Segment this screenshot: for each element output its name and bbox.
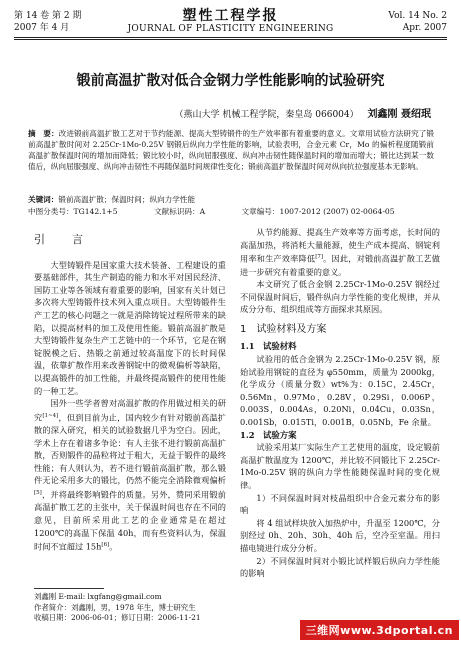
footnote-rule <box>34 588 104 589</box>
footnote-bio: 作者简介：刘鑫刚，男，1978 年生，博士研究生 <box>34 602 196 612</box>
intro-p2-a: 国外一些学者曾对高温扩散的作用做过相关的研究 <box>34 398 226 423</box>
author-line <box>175 105 431 120</box>
section-1-2-item-1-text: 将 4 组试样块放入加热炉中，升温至 1200℃，分别经过 0h、20h、30h、40h 后，空冷至室温。用扫描电镜进行成分分析。 <box>240 517 440 553</box>
abstract-label: 摘 要： <box>28 129 59 138</box>
article-id: 文章编号：1007-2012 (2007) 02-0064-05 <box>241 207 395 216</box>
footnote-author: 刘鑫刚 E-mail: lxgfang@gmail.com <box>34 592 162 601</box>
abstract-text: 改进锻前高温扩散工艺对于节约能源、提高大型铸锻件的生产效率都有着重要的意义。文章用试验方法研究了锻前高温扩散时间对 2.25Cr-1Mo-0.25V 钢锻后纵向力学性能的影响，试验表明，合金元素 Cr，Mo 的偏析程度随锻前高温扩散保温时间的增加而降低；锻比较小时，纵向屈服强度、纵向冲击韧性随保温时间的增加而增大；锻比达到某一数值后，纵向屈服强度、纵向冲击韧性不再随保温时间规律性变化；锻前高温扩散保温时间对纵向抗拉强度基本无影响。 <box>28 129 435 171</box>
section-1-2-item-2: 2）不同保温时间对小锻比试样锻后纵向力学性能的影响 <box>240 555 440 579</box>
header-volume-en <box>388 10 447 34</box>
header-volume-en-text: Vol. 14 No. 2 <box>388 11 447 21</box>
ref-5: [5] <box>34 490 42 497</box>
header-rule-bottom <box>14 39 447 40</box>
keywords-text: 锻前高温扩散；保温时间；纵向力学性能 <box>58 195 196 204</box>
section-1-1-heading: 1.1 试验材料 <box>240 341 297 352</box>
right-paragraph-2: 本文研究了低合金钢 2.25Cr-1Mo-0.25V 钢经过不同保温时间后，锻件纵向力学性能的变化规律，并从成分分布、组织组成等方面探求其原因。 <box>240 279 440 315</box>
right-paragraph-1 <box>240 226 440 278</box>
intro-p2-d: 。 <box>109 541 118 552</box>
footnote-dates: 收稿日期：2006-06-01；修订日期：2006-11-21 <box>34 613 201 622</box>
site-watermark: 三维网www.3dportal.cn <box>300 620 459 640</box>
intro-heading: 引 言 <box>34 233 91 246</box>
header-volume-cn-text: 第 14 卷 第 2 期 <box>14 11 82 21</box>
article-meta <box>28 206 434 217</box>
keywords <box>28 194 434 205</box>
header-date-en: Apr. 2007 <box>402 23 447 33</box>
abstract <box>28 128 434 172</box>
journal-title-en: JOURNAL OF PLASTICITY ENGINEERING <box>127 24 334 34</box>
affiliation: （燕山大学 机械工程学院，秦皇岛 066004） <box>174 110 359 120</box>
intro-paragraph-1: 大型铸锻件是国家重大技术装备、工程建设的重要基础部件，其生产制造的能力和水平对国民经济、国防工业等各领域有着重要的影响，国家有关计划已多次将大型铸锻件技术列入重点项目。大型铸锻件生产工艺的核心问题之一就是消除铸锭过程所带来的缺陷，以提高材料的加工及使用性能。锻前高温扩散是大型铸锻件复杂生产工艺链中的一个环节，它是在钢锭脱模之后、热锻之前通过较高温度下的长时间保温，依靠扩散作用来改善钢锭中的微观偏析等缺陷，以提高锻件的加工性能，并最终提高锻件的使用性能的一种工艺。 <box>34 259 226 396</box>
section-1-1-text: 试验用的低合金钢为 2.25Cr-1Mo-0.25V 钢，原始试验用钢锭的直径为 φ550mm，质量为 2000kg，化学成分（质量分数）wt%为：0.15C，2.45Cr，0.56Mn，0.97Mo，0.28V，0.29Si，0.006P，0.003S，0.004As，0.20Ni，0.04Cu，0.03Sn，0.001Sb，0.015Ti，0.001B，0.05Nb，Fe 余量。 <box>240 354 440 428</box>
section-1-heading: 1 试验材料及方案 <box>240 323 327 335</box>
section-1-2-text: 试验采用某厂实际生产工艺使用的温度，设定锻前高温扩散温度为 1200℃，并比较不同锻比下 2.25Cr-1Mo-0.25V 钢的纵向力学性能随保温时间的变化规律。 <box>240 442 440 491</box>
journal-title-cn: 塑性工程学报 <box>182 8 279 24</box>
article-title: 锻前高温扩散对低合金钢力学性能影响的试验研究 <box>76 73 385 89</box>
footnote <box>34 592 201 624</box>
intro-p2-b: ，但到目前为止，国内较少有针对锻前高温扩散的深入研究，相关的试验数据几乎为空白。因此，学术上存在着诸多争论：有人主张不进行锻前高温扩散，否则锻件的晶粒将过于粗大，无益于锻件的最终性能；有人则认为，若不进行锻前高温扩散，那么锻件无论采用多大的锻比，仍然不能完全消除微观偏析 <box>34 412 226 486</box>
section-1-2-heading: 1.2 试验方案 <box>240 429 297 440</box>
section-1-2-item-1: 1）不同保温时间对枝晶组织中合金元素分布的影响 <box>240 492 440 516</box>
authors: 刘鑫刚 聂绍珉 <box>367 109 431 120</box>
right-column <box>240 226 440 580</box>
right-p1-b: 。因此，对锻前高温扩散工艺做进一步研究有着重要的意义。 <box>240 253 440 277</box>
ref-6: [6] <box>101 542 110 549</box>
keywords-label: 关键词： <box>28 195 59 204</box>
left-column <box>34 234 226 553</box>
header-rule-top <box>14 37 447 38</box>
header-date-cn: 2007 年 4 月 <box>14 23 70 33</box>
ref-1-4: [1~4] <box>42 412 59 419</box>
right-p1-a: 从节约能源、提高生产效率等方面考虑，长时间的高温加热，将消耗大量能源，使生产成本提高、钢锭利用率和生产效率降低 <box>240 227 440 264</box>
doc-code: 文献标识码：A <box>154 207 206 216</box>
clc-code: 中图分类号：TG142.1+5 <box>28 207 118 216</box>
intro-p2-c: ，并将最终影响锻件的质量。另外，赞同采用锻前高温扩散工艺的主张中，关于保温时间也存在不同的意见，目前所采用此工艺的企业通常是在超过 1200℃的高温下保温 40h，而有些资料认为，保温时间不宜超过 15h <box>34 489 226 552</box>
ref-7: [7] <box>315 254 323 261</box>
intro-paragraph-2 <box>34 397 226 553</box>
